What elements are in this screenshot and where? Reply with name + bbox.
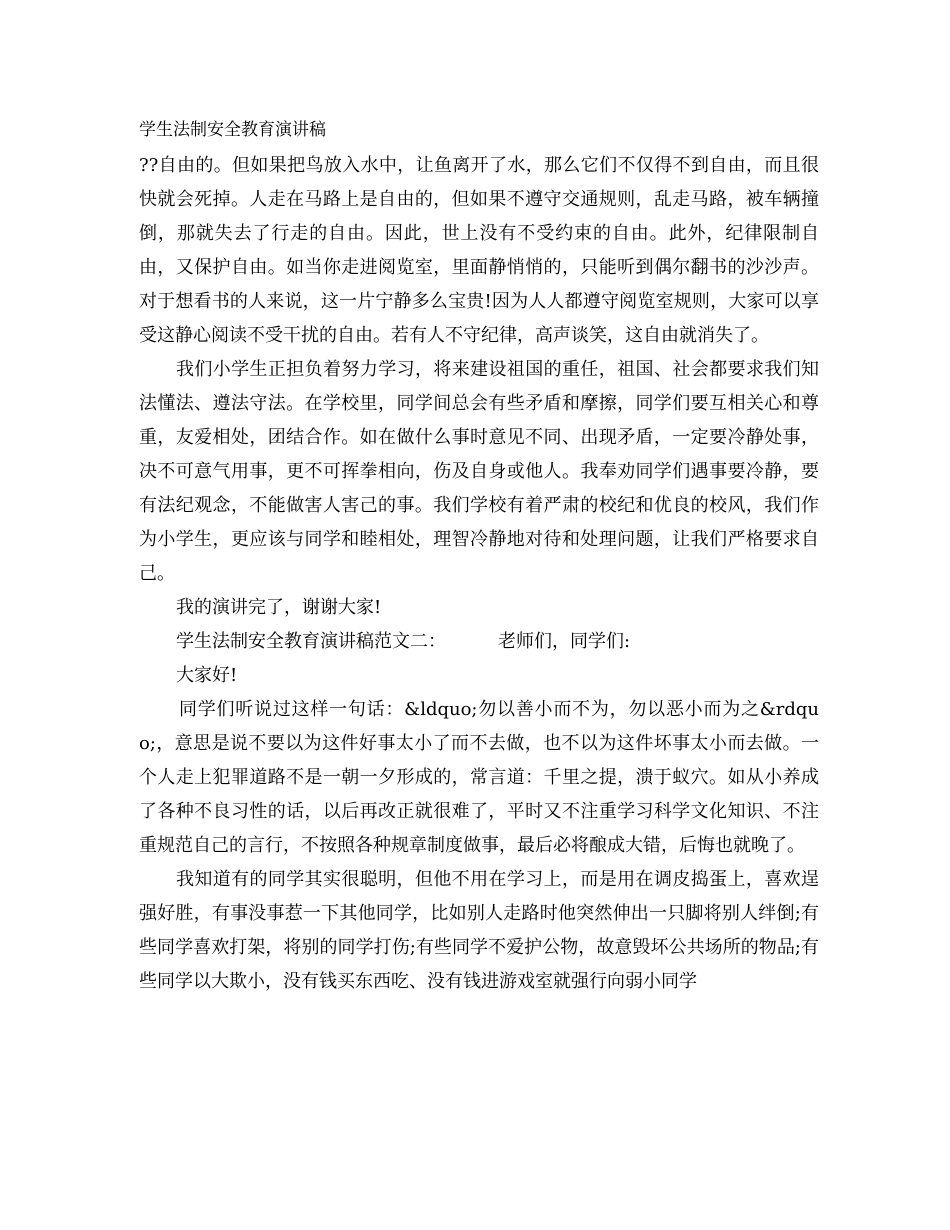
paragraph-5: 大家好!: [176, 665, 238, 686]
section-heading: 学生法制安全教育演讲稿范文二：: [176, 631, 446, 652]
paragraph-4: [139, 625, 819, 659]
paragraph-6: 同学们听说过这样一句话：&ldquo;勿以善小而不为，勿以恶小而为之&rdquo;，意思是说不要以为这件好事太小了而不去做，也不以为这件坏事太小而去做。一个人走上犯罪道路不是一朝一夕形成的，常言道：千里之提，溃于蚁穴。如从小养成了各种不良习性的话，以后再改正就很难了，平时又不注重学习科学文化知识、不注重规范自己的言行，不按照各种规章制度做事，最后必将酿成大错，后悔也就晚了。: [139, 699, 819, 856]
document-title: 学生法制安全教育演讲稿: [139, 120, 326, 140]
document-body: [139, 149, 819, 999]
paragraph-1: ??自由的。但如果把鸟放入水中，让鱼离开了水，那么它们不仅得不到自由，而且很快就会死掉。人走在马路上是自由的，但如果不遵守交通规则，乱走马路，被车辆撞倒，那就失去了行走的自由。因此，世上没有不受约束的自由。此外，纪律限制自由，又保护自由。如当你走进阅览室，里面静悄悄的，只能听到偶尔翻书的沙沙声。对于想看书的人来说，这一片宁静多么宝贵!因为人人都遵守阅览室规则，大家可以享受这静心阅读不受干扰的自由。若有人不守纪律，高声谈笑，这自由就消失了。: [139, 155, 819, 346]
salutation: 老师们，同学们:: [498, 631, 631, 652]
paragraph-2: 我们小学生正担负着努力学习，将来建设祖国的重任，祖国、社会都要求我们知法懂法、遵法守法。在学校里，同学间总会有些矛盾和摩擦，同学们要互相关心和尊重，友爱相处，团结合作。如在做什么事时意见不同、出现矛盾，一定要冷静处事，决不可意气用事，更不可挥拳相向，伤及自身或他人。我奉劝同学们遇事要冷静，要有法纪观念，不能做害人害己的事。我们学校有着严肃的校纪和优良的校风，我们作为小学生，更应该与同学和睦相处，理智冷静地对待和处理问题，让我们严格要求自己。: [139, 359, 819, 584]
paragraph-3: 我的演讲完了，谢谢大家!: [176, 597, 382, 618]
paragraph-7: 我知道有的同学其实很聪明，但他不用在学习上，而是用在调皮捣蛋上，喜欢逞强好胜，有事没事惹一下其他同学，比如别人走路时他突然伸出一只脚将别人绊倒;有些同学喜欢打架，将别的同学打伤;有些同学不爱护公物，故意毁坏公共场所的物品;有些同学以大欺小，没有钱买东西吃、没有钱进游戏室就强行向弱小同学: [139, 869, 819, 992]
